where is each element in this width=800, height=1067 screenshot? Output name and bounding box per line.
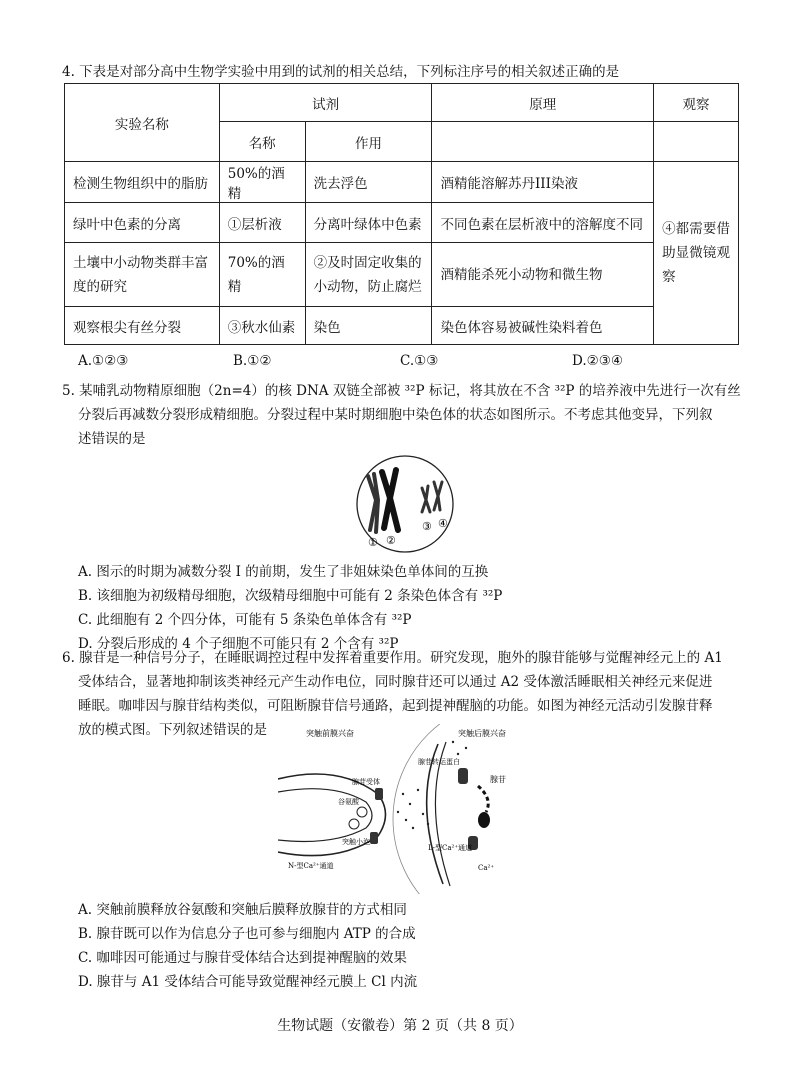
header-reagent-name: 名称 [219, 122, 305, 162]
option-b[interactable]: B. 腺苷既可以作为信息分子也可参与细胞内 ATP 的合成 [78, 926, 416, 942]
exp-cell: 绿叶中色素的分离 [65, 203, 220, 243]
option-a[interactable]: A. 突触前膜释放谷氨酸和突触后膜释放腺苷的方式相同 [78, 902, 407, 918]
chromosome-label-1: ① [368, 536, 378, 549]
label-adenosine: 腺苷 [490, 775, 506, 784]
label-ca: Ca²⁺ [478, 864, 495, 872]
option-b[interactable]: B.①② [233, 353, 272, 369]
principle-cell: 酒精能溶解苏丹III染液 [432, 162, 654, 203]
chromosome-label-2: ② [386, 534, 396, 547]
q5-stem [62, 379, 752, 451]
q5-stem-line: 分裂后再减数分裂形成精细胞。分裂过程中某时期细胞中染色体的状态如图所示。不考虑其他变异，下列叙 [78, 407, 713, 423]
reagent-name-cell: ①层析液 [219, 203, 305, 243]
chromosome-3 [422, 486, 430, 512]
reagent-table [64, 83, 739, 345]
table-row [65, 243, 739, 307]
principle-cell: 酒精能杀死小动物和微生物 [432, 243, 654, 307]
vesicle [349, 819, 359, 829]
exp-cell: 检测生物组织中的脂肪 [65, 162, 220, 203]
reagent-name-cell: ③秋水仙素 [219, 307, 305, 345]
principle-cell: 染色体容易被碱性染料着色 [432, 307, 654, 345]
chromosome-1 [368, 474, 378, 532]
synapse-figure [278, 724, 550, 894]
label-receptor: 腺苷受体 [352, 778, 380, 786]
observe-cell: ④都需要借助显微镜观察 [654, 162, 739, 345]
option-b[interactable]: B. 该细胞为初级精母细胞，次级精母细胞中可能有 2 条染色体含有 ³²P [78, 588, 503, 604]
label-post: 突触后膜兴奋 [458, 729, 506, 738]
n-type-channel [370, 832, 378, 844]
reagent-use-cell: ②及时固定收集的小动物，防止腐烂 [305, 243, 432, 307]
reagent-use-cell: 分离叶绿体中色素 [305, 203, 432, 243]
adenosine-transporter [458, 768, 468, 784]
table-row [65, 162, 739, 203]
adenosine-receptor [375, 788, 383, 800]
reagent-name-cell: 70%的酒精 [219, 243, 305, 307]
table-row [65, 307, 739, 345]
q6-stem-line: 睡眠。咖啡因与腺苷结构类似，可阻断腺苷信号通路，起到提神醒脑的功能。如图为神经元活动引发腺苷释 [78, 698, 713, 714]
header-reagent-use: 作用 [305, 122, 432, 162]
intracellular-dot [478, 812, 490, 828]
q5-stem-line: 述错误的是 [78, 431, 146, 447]
exp-cell: 观察根尖有丝分裂 [65, 307, 220, 345]
option-a[interactable]: A. 图示的时期为减数分裂 I 的前期，发生了非姐妹染色单体间的互换 [78, 564, 489, 580]
q6-stem-line: 放的模式图。下列叙述错误的是 [78, 722, 267, 738]
header-reagent: 试剂 [219, 84, 432, 122]
option-d[interactable]: D. 分裂后形成的 4 个子细胞不可能只有 2 个含有 ³²P [78, 636, 399, 652]
q6-stem-line: 6. 腺苷是一种信号分子，在睡眠调控过程中发挥着重要作用。研究发现，胞外的腺苷能够与觉醒神经元上的 A1 [62, 650, 723, 666]
label-transporter: 腺苷转运蛋白 [418, 758, 460, 766]
header-exp-name: 实验名称 [65, 84, 220, 162]
page-footer: 生物试题（安徽卷）第 2 页（共 8 页） [277, 1018, 523, 1034]
chromosome-2 [382, 470, 398, 530]
option-c[interactable]: C. 咖啡因可能通过与腺苷受体结合达到提神醒脑的效果 [78, 950, 407, 966]
reagent-use-cell: 染色 [305, 307, 432, 345]
option-c[interactable]: C.①③ [400, 353, 439, 369]
table-row [65, 203, 739, 243]
label-l-channel: L-型Ca²⁺通道 [428, 844, 473, 852]
header-observe: 观察 [654, 84, 739, 122]
q6-stem-line: 受体结合，显著地抑制该类神经元产生动作电位，同时腺苷还可以通过 A2 受体激活睡眠相关神经元来促进 [78, 674, 713, 690]
option-d[interactable]: D. 腺苷与 A1 受体结合可能导致觉醒神经元膜上 Cl 内流 [78, 974, 418, 990]
option-d[interactable]: D.②③④ [572, 353, 623, 369]
q5-options [78, 560, 768, 656]
q5-stem-line: 5. 某哺乳动物精原细胞（2n=4）的核 DNA 双链全部被 ³²P 标记，将其放在不含 ³²P 的培养液中先进行一次有丝 [62, 383, 741, 399]
label-n-channel: N-型Ca²⁺通道 [288, 862, 334, 870]
label-vesicle: 突触小泡 [342, 838, 370, 846]
vesicle [357, 807, 367, 817]
chromosome-4 [434, 482, 442, 510]
option-c[interactable]: C. 此细胞有 2 个四分体，可能有 5 条染色单体含有 ³²P [78, 612, 412, 628]
label-pre: 突触前膜兴奋 [306, 729, 354, 738]
label-glutamate: 谷氨酸 [338, 798, 359, 806]
exp-cell: 土壤中小动物类群丰富度的研究 [65, 243, 220, 307]
chromosome-label-3: ③ [422, 520, 432, 533]
option-a[interactable]: A.①②③ [78, 353, 129, 369]
chromosome-label-4: ④ [438, 517, 448, 530]
reagent-use-cell: 洗去浮色 [305, 162, 432, 203]
chromosome-figure [340, 454, 470, 554]
q6-options [78, 898, 768, 994]
reagent-name-cell: 50%的酒精 [219, 162, 305, 203]
principle-cell: 不同色素在层析液中的溶解度不同 [432, 203, 654, 243]
header-principle: 原理 [432, 84, 654, 122]
q4-stem: 4. 下表是对部分高中生物学实验中用到的试剂的相关总结，下列标注序号的相关叙述正确的是 [62, 64, 620, 80]
